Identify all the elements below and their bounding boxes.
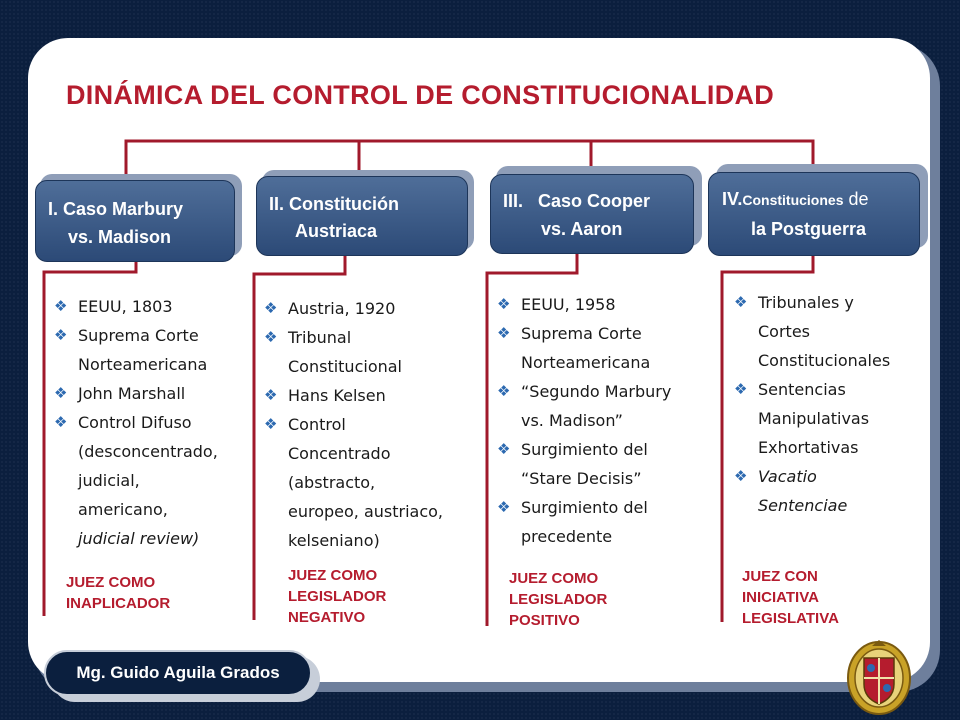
diamond-bullet-icon: ❖ <box>497 382 511 400</box>
header-line-1 <box>722 187 869 213</box>
list-item: ❖ Suprema Corte Norteamericana <box>54 321 218 379</box>
diamond-bullet-icon: ❖ <box>497 440 511 458</box>
list-item: ❖ Vacatio Sentenciae <box>734 462 890 520</box>
diamond-bullet-icon: ❖ <box>264 415 278 433</box>
list-item: ❖ EEUU, 1803 <box>54 292 218 321</box>
list-item: ❖ John Marshall <box>54 379 218 408</box>
header-line-2: vs. Aaron <box>541 219 623 239</box>
slide-title: DINÁMICA DEL CONTROL DE CONSTITUCIONALIDAD <box>66 80 775 110</box>
header-constituciones: Constituciones <box>742 192 844 208</box>
list-item: ❖ Suprema Corte Norteamericana <box>497 319 671 377</box>
diamond-bullet-icon: ❖ <box>264 299 278 317</box>
list-item: ❖ Hans Kelsen <box>264 381 443 410</box>
role-caption-negativo: JUEZ COMO LEGISLADOR NEGATIVO <box>288 567 387 626</box>
header-line-1: II. Constitución <box>269 194 399 214</box>
list-item: ❖ Surgimiento del precedente <box>497 493 671 551</box>
diamond-bullet-icon: ❖ <box>264 328 278 346</box>
role-caption-inaplicador: JUEZ COMO INAPLICADOR <box>66 574 171 612</box>
header-line-1: III. Caso Cooper <box>503 191 651 211</box>
diamond-bullet-icon: ❖ <box>497 498 511 516</box>
diamond-bullet-icon: ❖ <box>734 293 748 311</box>
header-box-postguerra <box>708 172 920 256</box>
column-list-cooper <box>497 290 671 551</box>
column-list-postguerra <box>734 288 890 520</box>
header-line-2: vs. Madison <box>68 227 172 247</box>
diamond-bullet-icon: ❖ <box>497 295 511 313</box>
column-list-austria <box>264 294 443 555</box>
university-seal-icon <box>846 636 912 716</box>
list-item: ❖ Control Concentrado (abstracto, europeo, austriaco, kelseniano) <box>264 410 443 555</box>
role-caption-positivo: JUEZ COMO LEGISLADOR POSITIVO <box>509 570 608 629</box>
diamond-bullet-icon: ❖ <box>54 413 68 431</box>
diamond-bullet-icon: ❖ <box>497 324 511 342</box>
list-item: ❖ “Segundo Marbury vs. Madison” <box>497 377 671 435</box>
role-caption-iniciativa: JUEZ CON INICIATIVA LEGISLATIVA <box>742 568 839 627</box>
column-list-marbury <box>54 292 218 553</box>
header-de: de <box>843 189 869 209</box>
diamond-bullet-icon: ❖ <box>264 386 278 404</box>
header-box-cooper <box>490 174 694 254</box>
header-line-1: I. Caso Marbury <box>48 199 184 219</box>
header-box-austria <box>256 176 468 256</box>
diamond-bullet-icon: ❖ <box>54 384 68 402</box>
header-line-2: Austriaca <box>295 221 378 241</box>
author-badge: Mg. Guido Aguila Grados <box>44 650 312 696</box>
list-item: ❖ Tribunal Constitucional <box>264 323 443 381</box>
list-item: ❖ Tribunales y Cortes Constitucionales <box>734 288 890 375</box>
diamond-bullet-icon: ❖ <box>54 326 68 344</box>
list-item: ❖ Sentencias Manipulativas Exhortativas <box>734 375 890 462</box>
list-item: ❖ EEUU, 1958 <box>497 290 671 319</box>
diamond-bullet-icon: ❖ <box>734 380 748 398</box>
list-item: ❖ Control Difuso (desconcentrado, judicial, americano, judicial review) <box>54 408 218 553</box>
diamond-bullet-icon: ❖ <box>54 297 68 315</box>
list-item: ❖ Surgimiento del “Stare Decisis” <box>497 435 671 493</box>
judicial-review-text: judicial review) <box>78 529 200 548</box>
list-item: ❖ Austria, 1920 <box>264 294 443 323</box>
diamond-bullet-icon: ❖ <box>734 467 748 485</box>
header-roman-numeral: IV. <box>722 189 743 209</box>
header-box-marbury <box>35 180 235 262</box>
header-line-2: la Postguerra <box>751 219 867 239</box>
